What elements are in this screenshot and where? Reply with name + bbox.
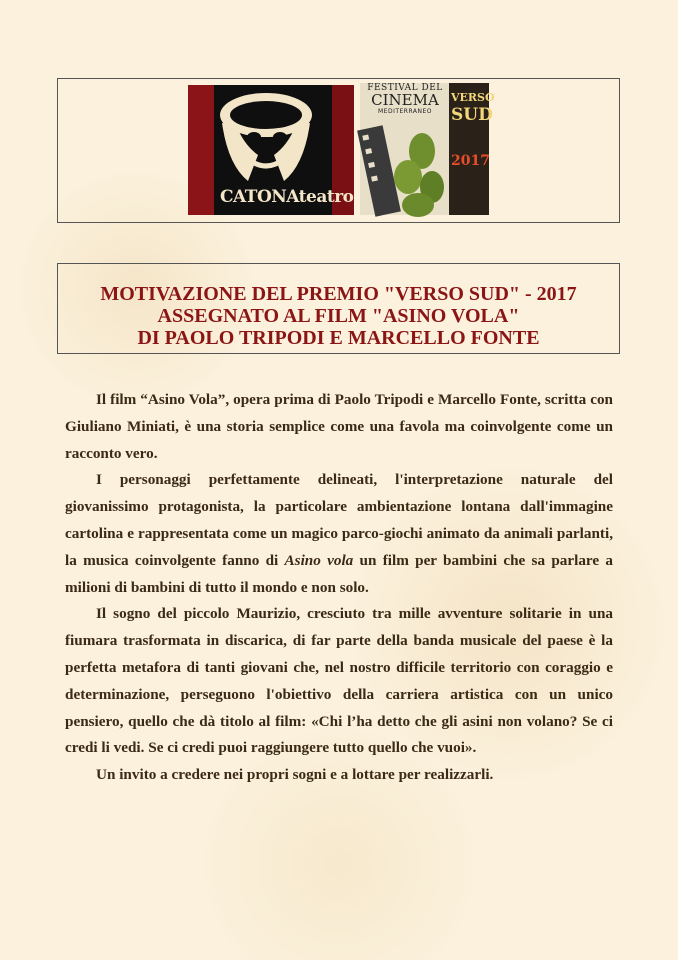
catona-teatro-logo [188, 85, 354, 215]
festival-line3: MEDITERRANEO [377, 108, 432, 115]
festival-line1: FESTIVAL DEL [367, 83, 443, 93]
title-line-3: DI PAOLO TRIPODI E MARCELLO FONTE [137, 327, 540, 349]
festival-title [362, 83, 448, 115]
catona-logo-text: CATONAteatro [220, 187, 354, 207]
paragraph-1: Il film “Asino Vola”, opera prima di Paolo Tripodi e Marcello Fonte, scritta con Giuliano Miniati, è una storia semplice come una favola ma coinvolgente come un racconto vero. [65, 391, 613, 462]
festival-line2: CINEMA [371, 91, 439, 109]
year-text: 2017 [451, 153, 490, 169]
paragraph-2-start: I personaggi perfettamente delineati, l'interpretazione naturale del giovanissimo protagonista, la particolare ambientazione lontana dall'immagine cartolina e rappresentata come un magico parco-giochi animato da animali parlanti, la musica coinvolgente fanno di [65, 471, 613, 569]
film-title-italic: Asino vola [284, 551, 354, 569]
title-line-1: MOTIVAZIONE DEL PREMIO "VERSO SUD" - 2017 [100, 283, 577, 305]
festival-cinema-logo [360, 83, 495, 215]
verso-sud-strip [449, 83, 495, 215]
body-text [65, 387, 613, 789]
paragraph-4: Un invito a credere nei propri sogni e a lottare per realizzarli. [96, 766, 494, 784]
verso-text: VERSO [451, 91, 495, 104]
title-line-2: ASSEGNATO AL FILM "ASINO VOLA" [157, 305, 520, 327]
paragraph-3: Il sogno del piccolo Maurizio, cresciuto tra mille avventure solitarie in una fiumara trasformata in discarica, di far parte della banda musicale del paese è la perfetta metafora di tanti giovani che, nel nostro difficile territorio con coraggio e determinazione, perseguono l'obiettivo della carriera artistica con un unico pensiero, quello che dà titolo al film: «Chi l’ha detto che gli asini non volano? Se ci credi li vedi. Se ci credi puoi raggiungere tutto quello che vuoi». [65, 605, 613, 757]
paragraph-2-end: un film per bambini che sa parlare a milioni di bambini di tutto il mondo e non solo. [65, 551, 613, 596]
paragraph-2 [65, 467, 613, 601]
logo-box [57, 78, 620, 223]
title-box [57, 263, 620, 354]
sud-text: SUD [451, 105, 493, 125]
